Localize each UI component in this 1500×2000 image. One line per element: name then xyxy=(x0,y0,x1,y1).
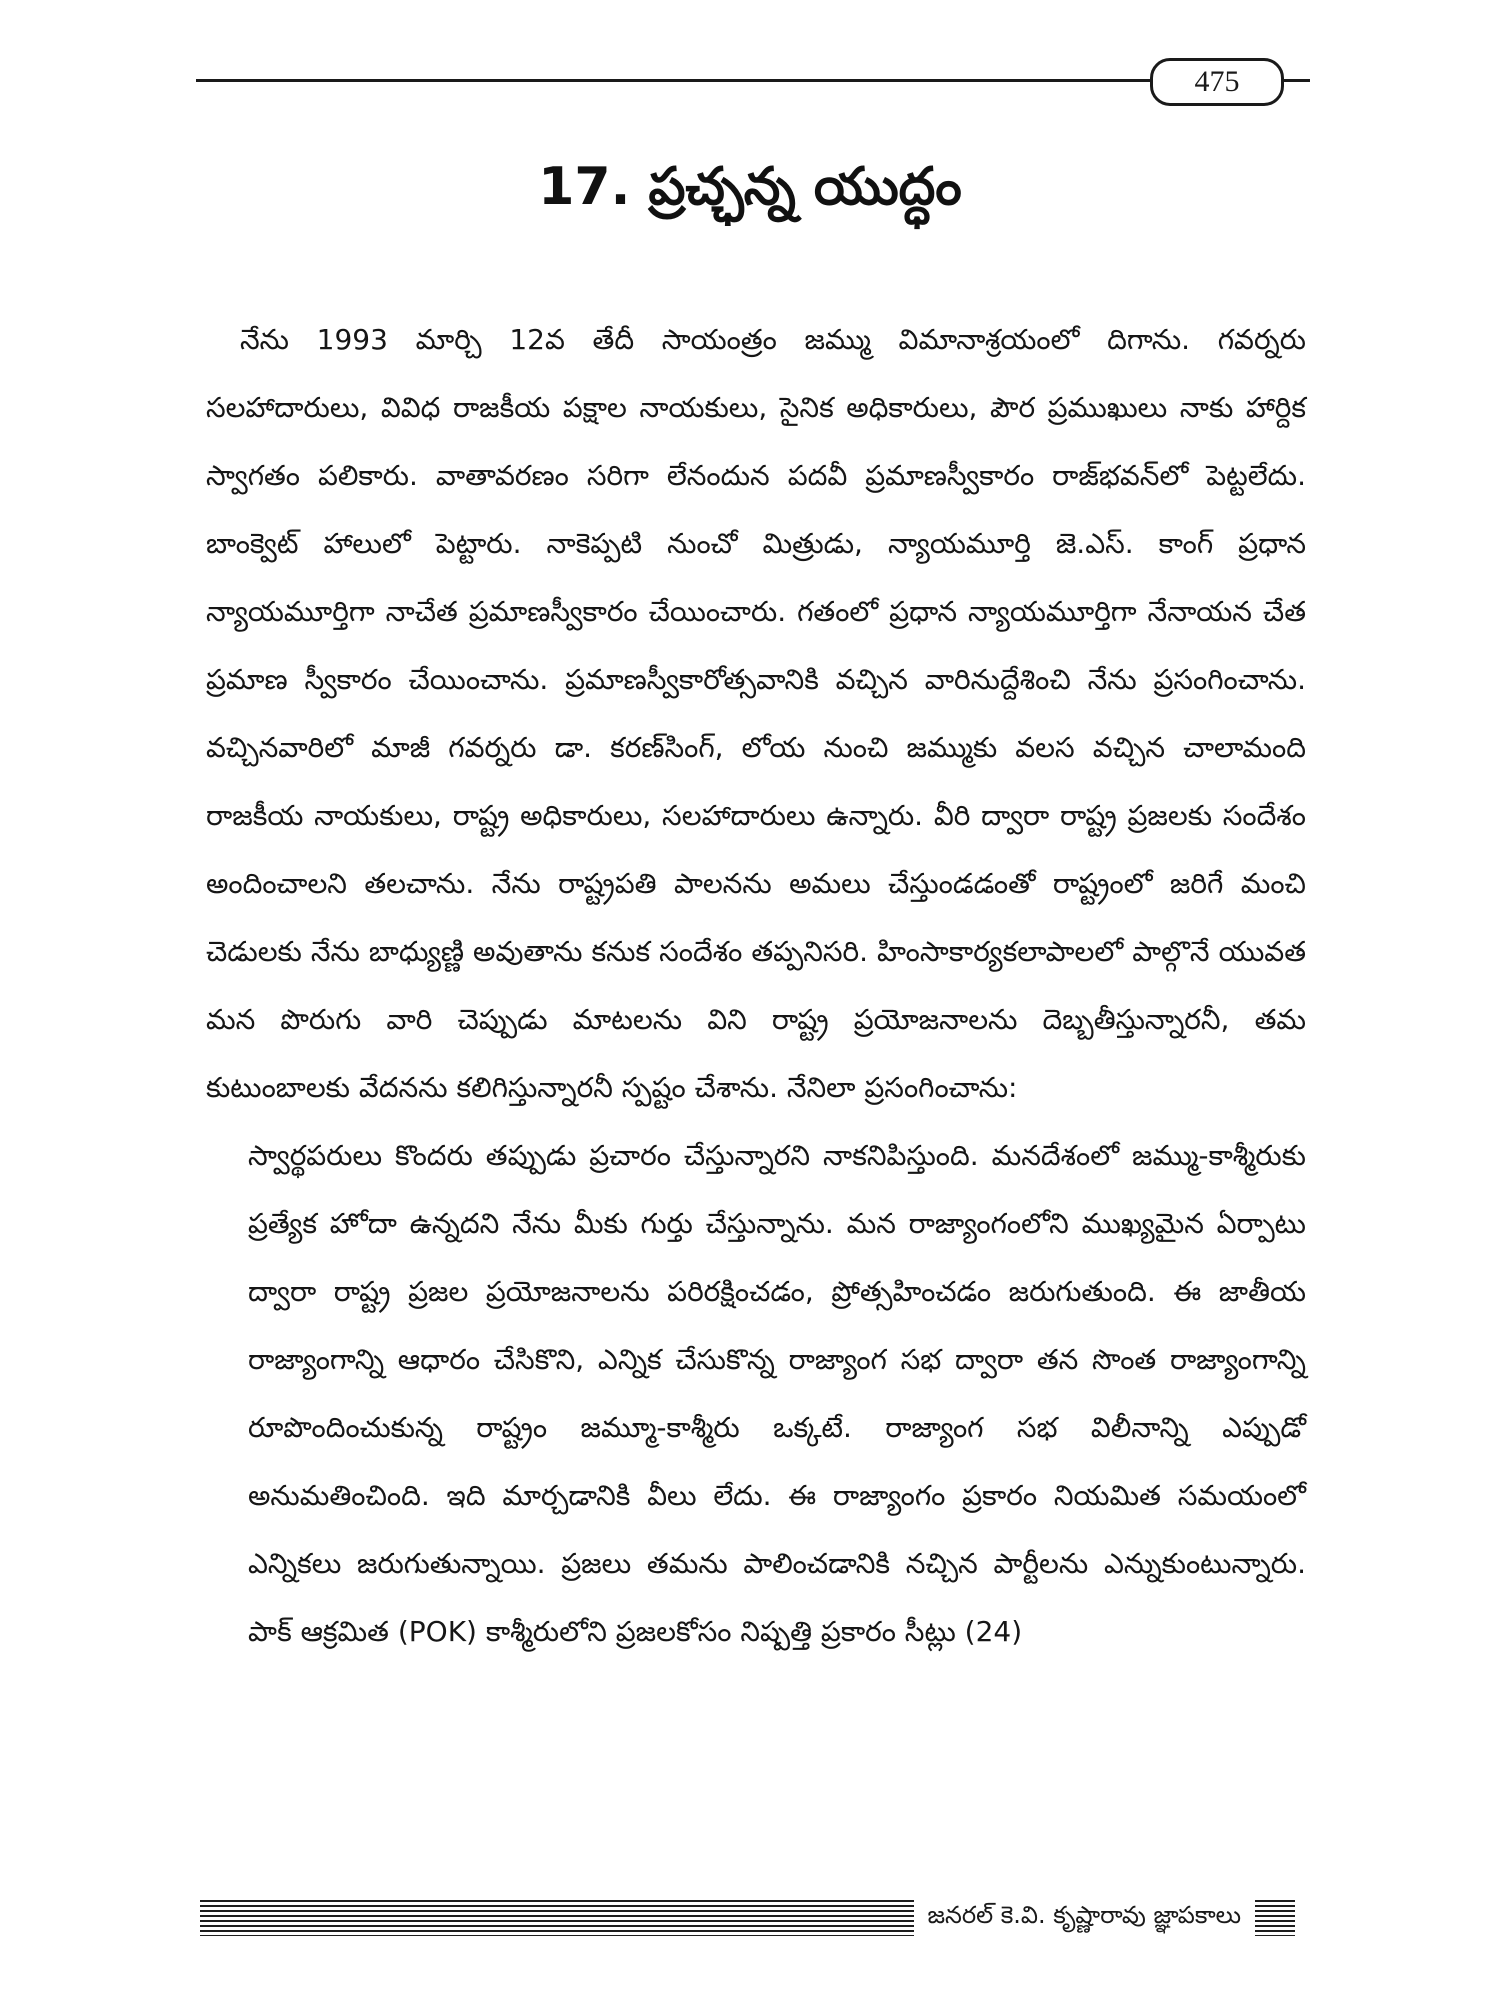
footer-book-title: జనరల్ కె.వి. కృష్ణారావు జ్ఞాపకాలు xyxy=(927,1901,1241,1929)
paragraph-quote: స్వార్థపరులు కొందరు తప్పుడు ప్రచారం చేస్తున్నారని నాకనిపిస్తుంది. మనదేశంలో జమ్ము-కాశ్మీరుకు ప్రత్యేక హోదా ఉన్నదని నేను మీకు గుర్తు చేస్తున్నాను. మన రాజ్యాంగంలోని ముఖ్యమైన ఏర్పాటు ద్వారా రాష్ట్ర ప్రజల ప్రయోజనాలను పరిరక్షించడం, ప్రోత్సహించడం జరుగుతుంది. ఈ జాతీయ రాజ్యాంగాన్ని ఆధారం చేసికొని, ఎన్నిక చేసుకొన్న రాజ్యాంగ సభ ద్వారా తన సొంత రాజ్యాంగాన్ని రూపొందించుకున్న రాష్ట్రం జమ్మూ-కాశ్మీరు ఒక్కటే. రాజ్యాంగ సభ విలీనాన్ని ఎప్పుడో అనుమతించింది. ఇది మార్చడానికి వీలు లేదు. ఈ రాజ్యాంగం ప్రకారం నియమిత సమయంలో ఎన్నికలు జరుగుతున్నాయి. ప్రజలు తమను పాలించడానికి నచ్చిన పార్టీలను ఎన్నుకుంటున్నారు. పాక్ ఆక్రమిత (POK) కాశ్మీరులోని ప్రజలకోసం నిష్పత్తి ప్రకారం సీట్లు (24) xyxy=(248,1139,1306,1648)
footer-rule-left xyxy=(200,1900,914,1936)
paragraph-intro: నేను 1993 మార్చి 12వ తేదీ సాయంత్రం జమ్ము విమానాశ్రయంలో దిగాను. గవర్నరు సలహాదారులు, వివిధ రాజకీయ పక్షాల నాయకులు, సైనిక అధికారులు, పౌర ప్రముఖులు నాకు హార్దిక స్వాగతం పలికారు. వాతావరణం సరిగా లేనందున పదవీ ప్రమాణస్వీకారం రాజ్‌భవన్‌లో పెట్టలేదు. బాంక్వెట్ హాలులో పెట్టారు. నాకెప్పటి నుంచో మిత్రుడు, న్యాయమూర్తి జె.ఎస్. కాంగ్ ప్రధాన న్యాయమూర్తిగా నాచేత ప్రమాణస్వీకారం చేయించారు. గతంలో ప్రధాన న్యాయమూర్తిగా నేనాయన చేత ప్రమాణ స్వీకారం చేయించాను. ప్రమాణస్వీకారోత్సవానికి వచ్చిన వారినుద్దేశించి నేను ప్రసంగించాను. వచ్చినవారిలో మాజీ గవర్నరు డా. కరణ్‌సింగ్, లోయ నుంచి జమ్ముకు వలస వచ్చిన చాలామంది రాజకీయ నాయకులు, రాష్ట్ర అధికారులు, సలహాదారులు ఉన్నారు. వీరి ద్వారా రాష్ట్ర ప్రజలకు సందేశం అందించాలని తలచాను. నేను రాష్ట్రపతి పాలనను అమలు చేస్తుండడంతో రాష్ట్రంలో జరిగే మంచి చెడులకు నేను బాధ్యుణ్ణి అవుతాను కనుక సందేశం తప్పనిసరి. హింసాకార్యకలాపాలలో పాల్గొనే యువత మన పొరుగు వారి చెప్పుడు మాటలను విని రాష్ట్ర ప్రయోజనాలను దెబ్బతీస్తున్నారనీ, తమ కుటుంబాలకు వేదనను కలిగిస్తున్నారనీ స్పష్టం చేశాను. నేనిలా ప్రసంగించాను: xyxy=(206,323,1306,1104)
chapter-title: 17. ప్రచ్ఛన్న యుద్ధం xyxy=(538,157,962,217)
header-rule xyxy=(196,79,1310,82)
body-text xyxy=(206,306,1306,1666)
page-number: 475 xyxy=(1150,58,1284,106)
footer-rule-right xyxy=(1255,1900,1295,1936)
footer xyxy=(200,1898,1295,1938)
